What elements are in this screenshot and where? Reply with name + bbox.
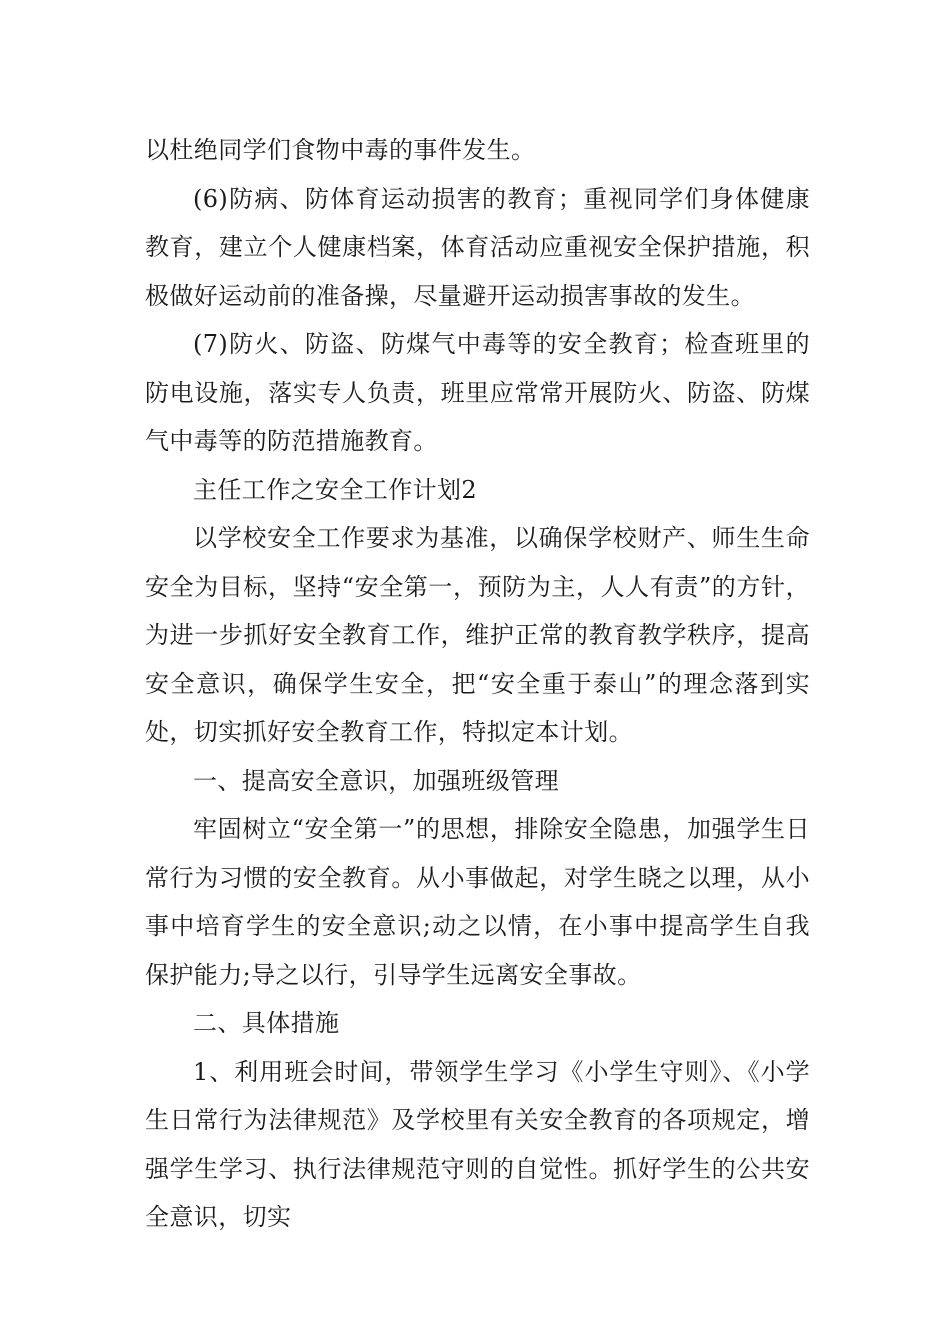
paragraph-intro: 以学校安全工作要求为基准，以确保学校财产、师生生命安全为目标，坚持“安全第一，预防为主，人人有责”的方针，为进一步抓好安全教育工作，维护正常的教育教学秩序，提高安全意识，确保学生安全，把“安全重于泰山”的理念落到实处，切实抓好安全教育工作，特拟定本计划。	[145, 524, 810, 746]
document-body	[145, 126, 810, 1242]
paragraph-measure-1: 1、利用班会时间，带领学生学习《小学生守则》、《小学生日常行为法律规范》及学校里有关安全教育的各项规定，增强学生学习、执行法律规范守则的自觉性。抓好学生的公共安全意识，切实	[145, 1057, 810, 1231]
paragraph-item-6: (6)防病、防体育运动损害的教育；重视同学们身体健康教育，建立个人健康档案，体育活动应重视安全保护措施，积极做好运动前的准备操，尽量避开运动损害事故的发生。	[145, 184, 810, 310]
paragraph-item-7: (7)防火、防盗、防煤气中毒等的安全教育；检查班里的防电设施，落实专人负责，班里应常常开展防火、防盗、防煤气中毒等的防范措施教育。	[145, 330, 810, 455]
paragraph-continuation: 以杜绝同学们食物中毒的事件发生。	[145, 136, 536, 164]
heading-two: 二、具体措施	[193, 1009, 340, 1037]
heading-one: 一、提高安全意识，加强班级管理	[193, 766, 559, 795]
section-title: 主任工作之安全工作计划2	[193, 475, 478, 504]
paragraph-awareness: 牢固树立“安全第一”的思想，排除安全隐患，加强学生日常行为习惯的安全教育。从小事做起，对学生晓之以理，从小事中培育学生的安全意识;动之以情，在小事中提高学生自我保护能力;导之以行，引导学生远离安全事故。	[145, 815, 810, 989]
